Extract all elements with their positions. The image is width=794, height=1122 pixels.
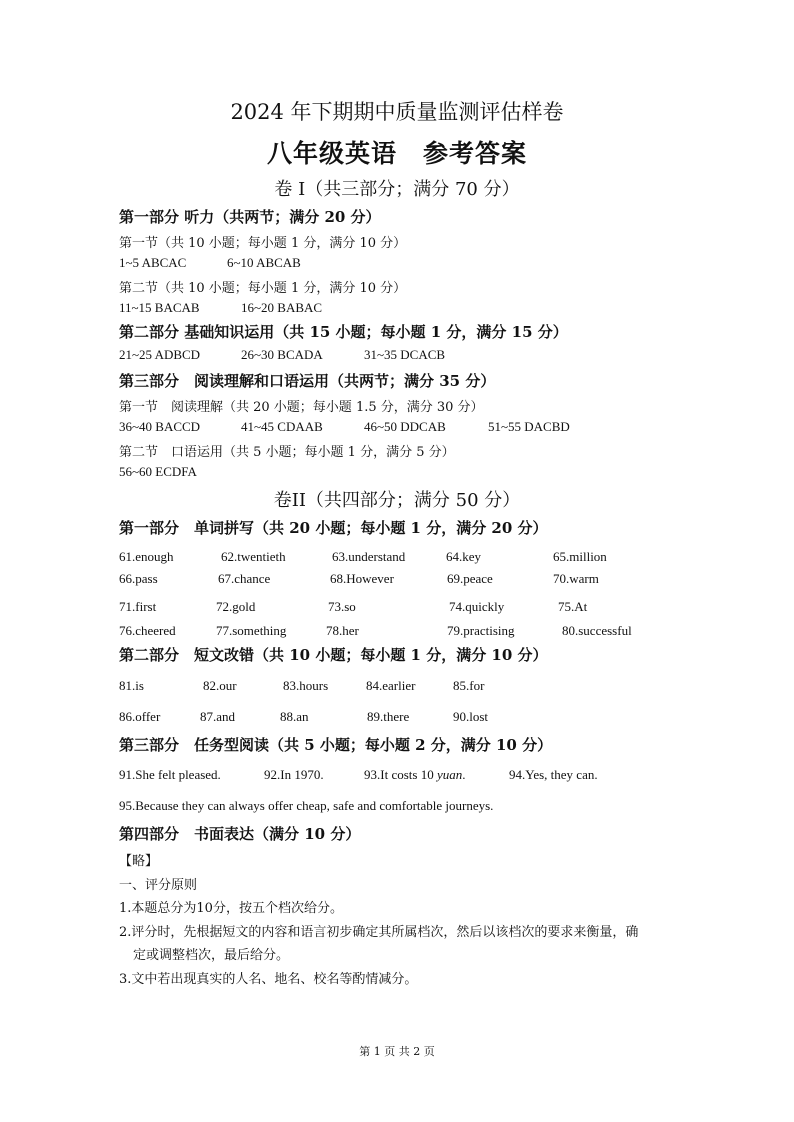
criterion-3: 3.文中若出现真实的人名、地名、校名等酌情减分。 <box>119 972 418 987</box>
v1-part2-heading: 第二部分 基础知识运用（共 15 小题；每小题 1 分，满分 15 分） <box>119 323 568 341</box>
answer-93-unit: yuan <box>436 767 463 782</box>
omitted-note: 【略】 <box>119 854 159 869</box>
answer-91: 91.She felt pleased. <box>119 767 221 782</box>
answer-95: 95.Because they can always offer cheap, safe and comfortable journeys. <box>119 798 494 813</box>
answer-93 <box>364 767 465 783</box>
answer-51-55: 51~55 DACBD <box>488 419 570 434</box>
word-answer: 78.her <box>326 623 359 638</box>
correction-answer: 90.lost <box>453 709 489 724</box>
word-answer: 69.peace <box>447 571 493 586</box>
v2-part2-heading: 第二部分 短文改错（共 10 小题；每小题 1 分，满分 10 分） <box>119 646 548 664</box>
v2-part4-heading: 第四部分 书面表达（满分 10 分） <box>119 825 361 843</box>
correction-answer: 87.and <box>200 709 236 724</box>
correction-answer: 84.earlier <box>366 678 416 693</box>
correction-answer: 83.hours <box>283 678 329 693</box>
criterion-1: 1.本题总分为10分，按五个档次给分。 <box>119 901 343 916</box>
word-answer: 64.key <box>446 549 482 564</box>
v2-part1-heading: 第一部分 单词拼写（共 20 小题；每小题 1 分，满分 20 分） <box>119 519 548 537</box>
word-answer: 76.cheered <box>119 623 176 638</box>
answer-11-15: 11~15 BACAB <box>119 300 200 315</box>
v1-section2-heading: 第二节（共 10 小题；每小题 1 分，满分 10 分） <box>119 281 407 296</box>
document-subtitle: 八年级英语 参考答案 <box>266 139 527 168</box>
document-title: 2024 年下期期中质量监测评估样卷 <box>230 100 564 124</box>
word-answer: 77.something <box>216 623 287 638</box>
correction-answer: 89.there <box>367 709 410 724</box>
answer-56-60: 56~60 ECDFA <box>119 464 197 479</box>
word-answer: 79.practising <box>447 623 515 638</box>
word-answer: 63.understand <box>332 549 406 564</box>
correction-answer: 88.an <box>280 709 309 724</box>
answer-94: 94.Yes, they can. <box>509 767 598 782</box>
word-answer: 80.successful <box>562 623 632 638</box>
word-answer: 75.At <box>558 599 588 614</box>
word-answer: 72.gold <box>216 599 256 614</box>
correction-answer: 85.for <box>453 678 485 693</box>
answer-36-40: 36~40 BACCD <box>119 419 201 434</box>
criterion-2-line1: 2.评分时，先根据短文的内容和语言初步确定其所属档次，然后以该档次的要求来衡量，确 <box>119 925 639 940</box>
word-answer: 74.quickly <box>449 599 505 614</box>
answer-46-50: 46~50 DDCAB <box>364 419 446 434</box>
word-answer: 66.pass <box>119 571 158 586</box>
correction-answer: 86.offer <box>119 709 161 724</box>
v1-part3-section1-heading: 第一节 阅读理解（共 20 小题；每小题 1.5 分，满分 30 分） <box>119 400 484 415</box>
word-answer: 65.million <box>553 549 607 564</box>
correction-answer: 82.our <box>203 678 237 693</box>
v1-part1-heading: 第一部分 听力（共两节；满分 20 分） <box>119 208 381 226</box>
answer-41-45: 41~45 CDAAB <box>241 419 323 434</box>
word-answer: 61.enough <box>119 549 174 564</box>
word-answer: 73.so <box>328 599 356 614</box>
v1-part3-section2-heading: 第二节 口语运用（共 5 小题；每小题 1 分，满分 5 分） <box>119 445 455 460</box>
word-answer: 62.twentieth <box>221 549 286 564</box>
v2-part3-heading: 第三部分 任务型阅读（共 5 小题；每小题 2 分，满分 10 分） <box>119 736 553 754</box>
volume-1-heading: 卷 I（共三部分；满分 70 分） <box>274 179 520 200</box>
word-answer: 70.warm <box>553 571 599 586</box>
answer-1-5: 1~5 ABCAC <box>119 255 187 270</box>
word-answer: 68.However <box>330 571 394 586</box>
criterion-2-line2: 定或调整档次，最后给分。 <box>133 948 290 963</box>
answer-93-end: . <box>462 767 466 782</box>
correction-answer: 81.is <box>119 678 144 693</box>
volume-2-heading: 卷II（共四部分；满分 50 分） <box>273 490 521 511</box>
answer-93-text: 93.It costs 10 <box>364 767 437 782</box>
answer-92: 92.In 1970. <box>264 767 324 782</box>
v1-section1-heading: 第一节（共 10 小题；每小题 1 分，满分 10 分） <box>119 236 407 251</box>
criteria-heading: 一、评分原则 <box>119 878 198 893</box>
answer-26-30: 26~30 BCADA <box>241 347 323 362</box>
word-answer: 67.chance <box>218 571 271 586</box>
v1-part3-heading: 第三部分 阅读理解和口语运用（共两节；满分 35 分） <box>119 372 496 390</box>
word-answer: 71.first <box>119 599 157 614</box>
answer-16-20: 16~20 BABAC <box>241 300 323 315</box>
page-number: 第 1 页 共 2 页 <box>359 1045 435 1058</box>
answer-31-35: 31~35 DCACB <box>364 347 446 362</box>
answer-6-10: 6~10 ABCAB <box>227 255 301 270</box>
answer-21-25: 21~25 ADBCD <box>119 347 201 362</box>
